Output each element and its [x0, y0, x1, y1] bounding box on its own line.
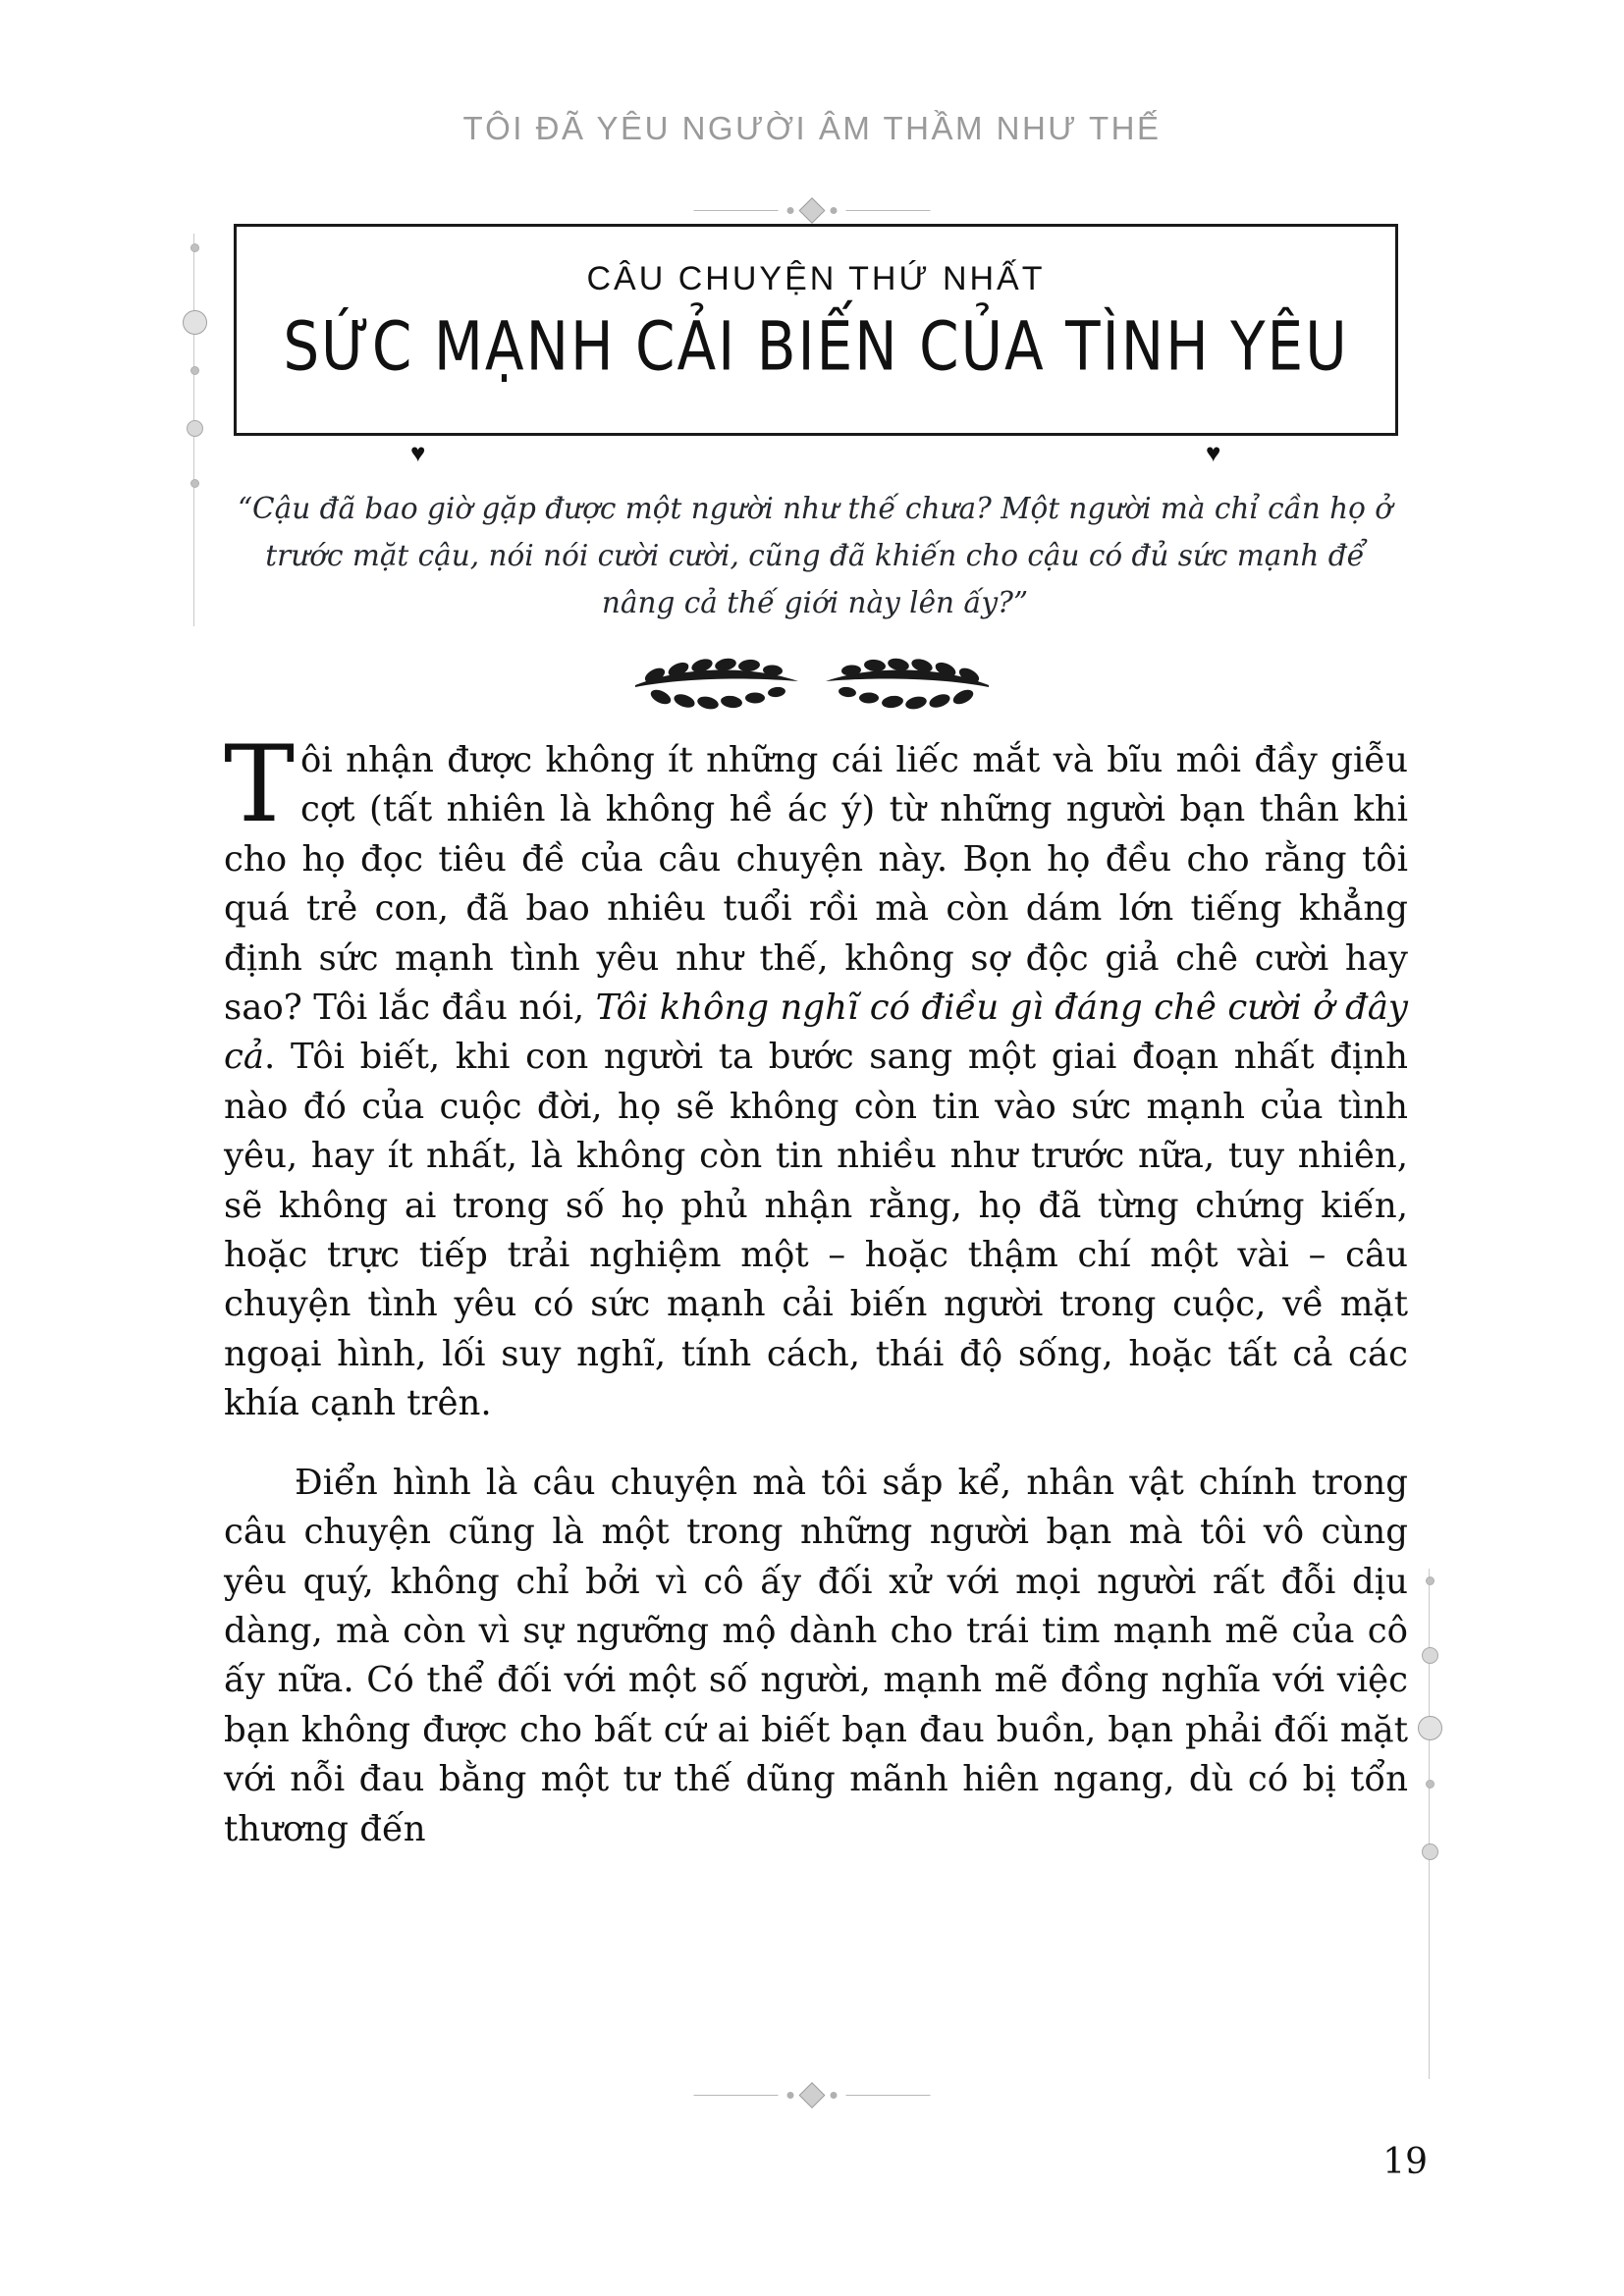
- rule-diamond: [799, 197, 826, 224]
- rule-line-left: [694, 210, 779, 211]
- chapter-title: SỨC MẠNH CẢI BIẾN CỦA TÌNH YÊU: [283, 307, 1349, 387]
- right-bead-rail: [1418, 1569, 1441, 2079]
- rail-bead-medium-bottom: [1422, 1843, 1438, 1860]
- rail-bead-small-mid: [1426, 1780, 1435, 1789]
- rule-line-right: [846, 210, 931, 211]
- rule-diamond: [799, 2082, 826, 2109]
- rail-bead-medium: [187, 420, 203, 437]
- leaf-branch-ornament: [625, 648, 999, 721]
- rail-bead-small-mid: [190, 366, 199, 375]
- paragraph-2: Điển hình là câu chuyện mà tôi sắp kể, nhân vật chính trong câu chuyện cũng là một trong những người bạn mà tôi vô cùng yêu quý, không chỉ bởi vì cô ấy đối xử với mọi người rất đỗi dịu dàng, mà còn vì sự ngưỡng mộ dành cho trái tim mạnh mẽ của cô ấy nữa. Có thể đối với một số người, mạnh mẽ đồng nghĩa với việc bạn không được cho bất cứ ai biết bạn đau buồn, bạn phải đối mặt với nỗi đau bằng một tư thế dũng mãnh hiên ngang, dù có bị tổn thương đến: [224, 1462, 1408, 1849]
- paragraph-1-emphasis: Tôi không nghĩ có điều gì đáng chê cười ở đây cả: [224, 988, 1408, 1078]
- left-bead-rail: [183, 234, 206, 626]
- epigraph-quote: “Cậu đã bao giờ gặp được một người như thế chưa? Một người mà chỉ cần họ ở trước mặt cậu, nói nói cười cười, cũng đã khiến cho cậu có đủ sức mạnh để nâng cả thế giới này lên ấy?”: [237, 492, 1393, 619]
- heart-icon-right: ♥: [1206, 439, 1221, 467]
- rule-dot-left: [787, 207, 794, 214]
- rule-dot-right: [831, 2092, 838, 2099]
- chapter-kicker: CÂU CHUYỆN THỨ NHẤT: [586, 260, 1046, 297]
- rail-bead-large: [183, 310, 207, 335]
- chapter-title-box: [234, 224, 1398, 436]
- paragraph-1: [224, 723, 1408, 1429]
- drop-cap: T: [224, 723, 296, 846]
- bottom-rule-ornament: [694, 2086, 931, 2105]
- heart-icon-left: ♥: [410, 439, 426, 467]
- paragraph-1-text-a: ôi nhận được không ít những cái liếc mắt và bĩu môi đầy giễu cợt (tất nhiên là không hề ác ý) từ những người bạn thân khi cho họ đọc tiêu đề của câu chuyện này. Bọn họ đều cho rằng tôi quá trẻ con, đã bao nhiêu tuổi rồi mà còn dám lớn tiếng khẳng định sức mạnh tình yêu như thế, không sợ độc giả chê cười hay sao? Tôi lắc đầu nói,: [224, 740, 1408, 1029]
- rail-bead-small-top: [1426, 1576, 1435, 1585]
- rail-bead-small-bottom: [190, 479, 199, 488]
- rule-dot-right: [831, 207, 838, 214]
- running-head: TÔI ĐÃ YÊU NGƯỜI ÂM THẦM NHƯ THẾ: [462, 110, 1162, 146]
- top-rule-ornament: [694, 201, 931, 220]
- paragraph-1-text-b: . Tôi biết, khi con người ta bước sang một giai đoạn nhất định nào đó của cuộc đời, họ sẽ không còn tin vào sức mạnh của tình yêu, hay ít nhất, là không còn tin nhiều như trước nữa, tuy nhiên, sẽ không ai trong số họ phủ nhận rằng, họ đã từng chứng kiến, hoặc trực tiếp trải nghiệm một – hoặc thậm chí một vài – câu chuyện tình yêu có sức mạnh cải biến người trong cuộc, về mặt ngoại hình, lối suy nghĩ, tính cách, thái độ sống, hoặc tất cả các khía cạnh trên.: [224, 1037, 1408, 1424]
- rail-line: [1429, 1569, 1430, 2079]
- rule-line-left: [694, 2095, 779, 2096]
- rail-bead-medium-top: [1422, 1647, 1438, 1664]
- page-number: 19: [1382, 2142, 1428, 2182]
- body-text: [224, 723, 1408, 1884]
- rule-dot-left: [787, 2092, 794, 2099]
- rail-bead-large: [1418, 1716, 1442, 1740]
- rule-line-right: [846, 2095, 931, 2096]
- rail-bead-small-top: [190, 243, 199, 252]
